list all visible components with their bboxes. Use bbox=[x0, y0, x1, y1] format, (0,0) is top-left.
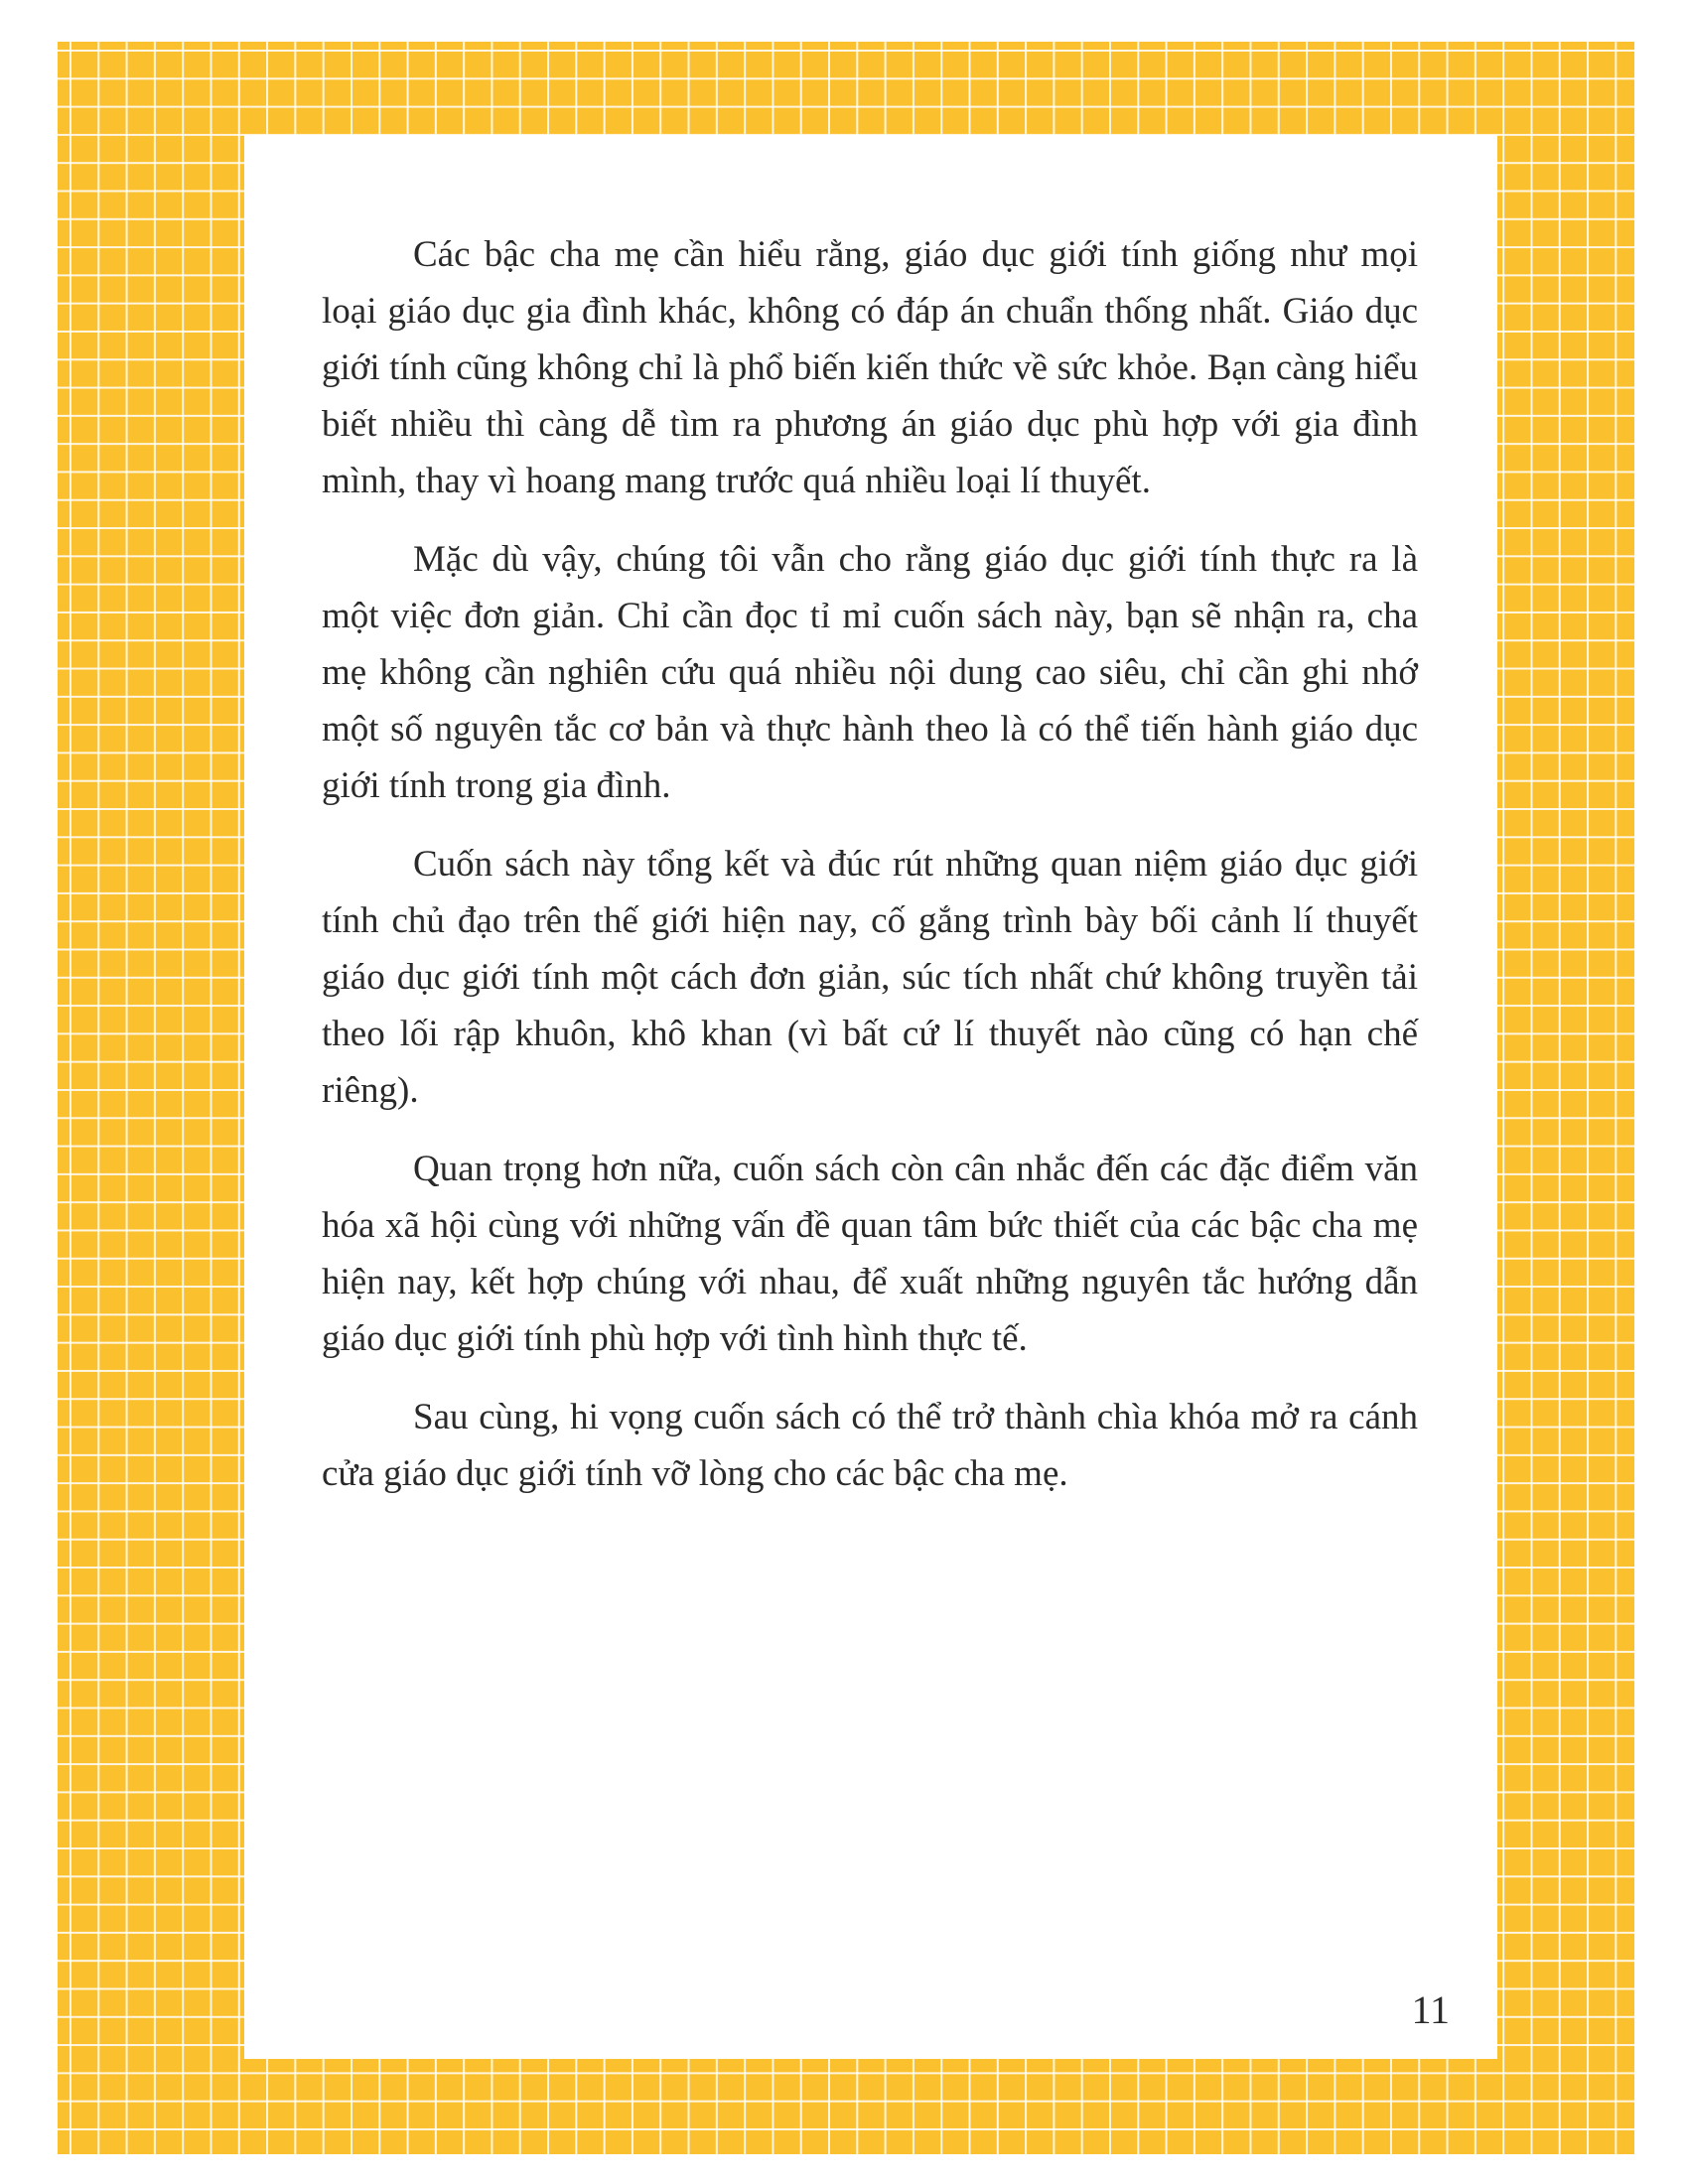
paragraph-4: Quan trọng hơn nữa, cuốn sách còn cân nhắc đến các đặc điểm văn hóa xã hội cùng với những vấn đề quan tâm bức thiết của các bậc cha mẹ hiện nay, kết hợp chúng với nhau, để xuất những nguyên tắc hướng dẫn giáo dục giới tính phù hợp với tình hình thực tế. bbox=[322, 1149, 1418, 1359]
page-body bbox=[244, 135, 1497, 2059]
paragraph-3: Cuốn sách này tổng kết và đúc rút những quan niệm giáo dục giới tính chủ đạo trên thế giới hiện nay, cố gắng trình bày bối cảnh lí thuyết giáo dục giới tính một cách đơn giản, súc tích nhất chứ không truyền tải theo lối rập khuôn, khô khan (vì bất cứ lí thuyết nào cũng có hạn chế riêng). bbox=[322, 844, 1418, 1111]
paragraph-2: Mặc dù vậy, chúng tôi vẫn cho rằng giáo dục giới tính thực ra là một việc đơn giản. Chỉ cần đọc tỉ mỉ cuốn sách này, bạn sẽ nhận ra, cha mẹ không cần nghiên cứu quá nhiều nội dung cao siêu, chỉ cần ghi nhớ một số nguyên tắc cơ bản và thực hành theo là có thể tiến hành giáo dục giới tính trong gia đình. bbox=[322, 539, 1418, 806]
paragraph-1: Các bậc cha mẹ cần hiểu rằng, giáo dục giới tính giống như mọi loại giáo dục gia đình khác, không có đáp án chuẩn thống nhất. Giáo dục giới tính cũng không chỉ là phổ biến kiến thức về sức khỏe. Bạn càng hiểu biết nhiều thì càng dễ tìm ra phương án giáo dục phù hợp với gia đình mình, thay vì hoang mang trước quá nhiều loại lí thuyết. bbox=[322, 234, 1418, 501]
main-text bbox=[322, 226, 1418, 1524]
paragraph-5: Sau cùng, hi vọng cuốn sách có thể trở thành chìa khóa mở ra cánh cửa giáo dục giới tính vỡ lòng cho các bậc cha mẹ. bbox=[322, 1397, 1418, 1494]
page-number: 11 bbox=[1411, 1987, 1450, 2032]
